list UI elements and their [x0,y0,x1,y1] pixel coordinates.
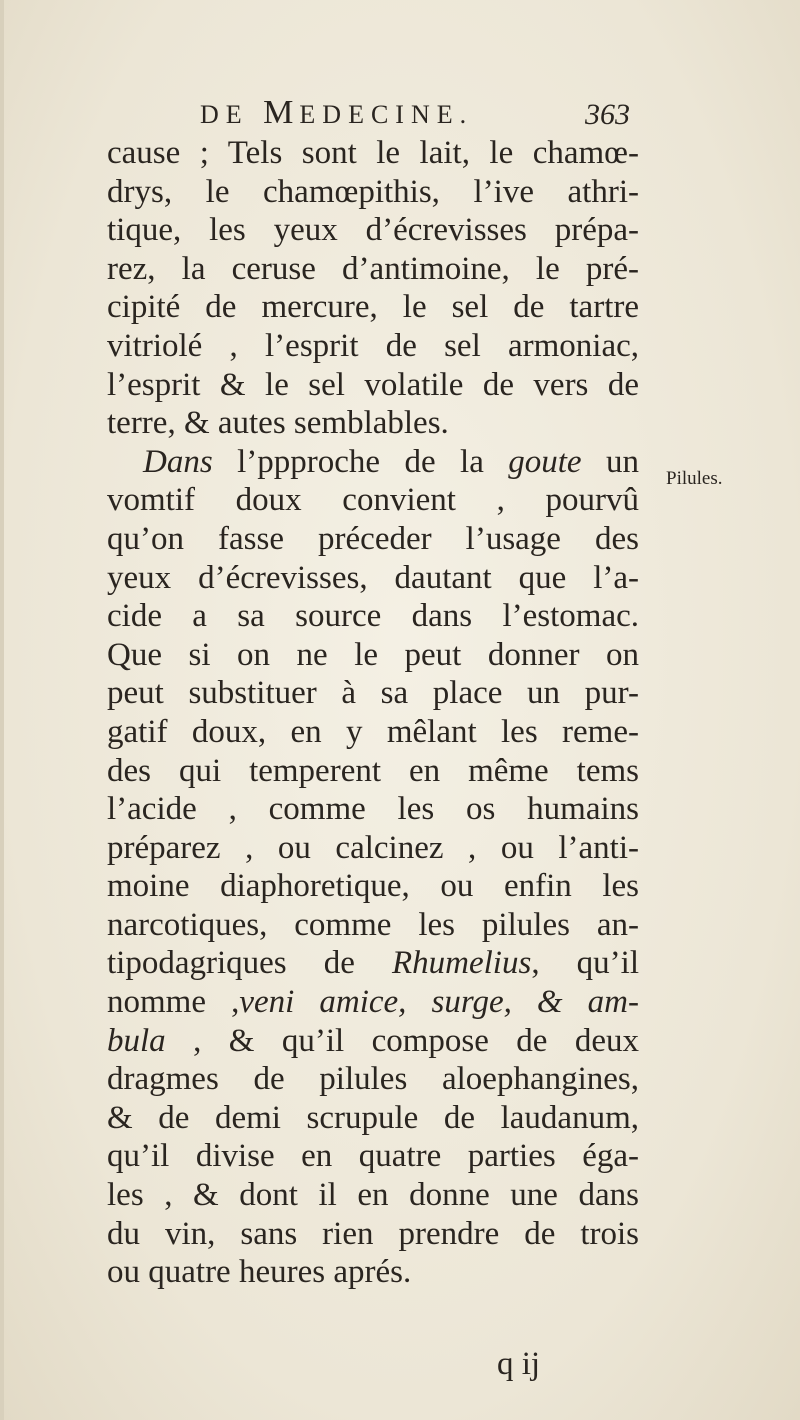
text-line: ou quatre heures aprés. [107,1254,412,1291]
text-line: yeux d’écrevisses, dautant que l’a- [107,559,639,596]
text-line: qu’il divise en quatre parties éga- [107,1138,639,1175]
text-line: peut substituer à sa place un pur- [107,675,639,712]
page-number: 363 [585,98,630,131]
text-line: tipodagriques de Rhumelius, qu’il [107,945,639,982]
text-line: Dans l’ppproche de la goute un [143,443,639,480]
text-line: tique, les yeux d’écrevisses prépa- [107,212,639,249]
text-line: préparez , ou calcinez , ou l’anti- [107,829,639,866]
running-title: DE MEDECINE. [200,94,474,131]
text-line: l’acide , comme les os humains [107,791,639,828]
text-line: & de demi scrupule de laudanum, [107,1099,639,1136]
text-line: moine diaphoretique, ou enfin les [107,868,639,905]
text-line: rez, la ceruse d’antimoine, le pré- [107,250,639,287]
text-line: du vin, sans rien prendre de trois [107,1215,639,1252]
running-head [200,92,630,136]
text-line: dragmes de pilules aloephangines, [107,1061,639,1098]
text-line: des qui temperent en même tems [107,752,639,789]
text-line: cause ; Tels sont le lait, le chamœ- [107,135,639,171]
text-line: les , & dont il en donne une dans [107,1177,639,1214]
text-line: narcotiques, comme les pilules an- [107,906,639,943]
page-gutter [0,0,4,1420]
text-line: gatif doux, en y mêlant les reme- [107,713,639,750]
text-line: vitriolé , l’esprit de sel armoniac, [107,327,639,364]
signature-mark: q ij [497,1346,541,1382]
text-line: vomtif doux convient , pourvû [107,482,639,519]
body-text [107,134,639,1292]
text-line: bula , & qu’il compose de deux [107,1022,639,1059]
text-line: cipité de mercure, le sel de tartre [107,289,639,326]
text-line: terre, & autes semblables. [107,405,449,442]
text-line: Que si on ne le peut donner on [107,636,639,673]
text-line: cide a sa source dans l’estomac. [107,598,639,635]
text-line: nomme ,veni amice, surge, & am- [107,984,639,1021]
text-line: qu’on fasse préceder l’usage des [107,520,639,557]
text-line: l’esprit & le sel volatile de vers de [107,366,639,403]
text-line: drys, le chamœpithis, l’ive athri- [107,173,639,210]
margin-note: Pilules. [666,468,723,489]
